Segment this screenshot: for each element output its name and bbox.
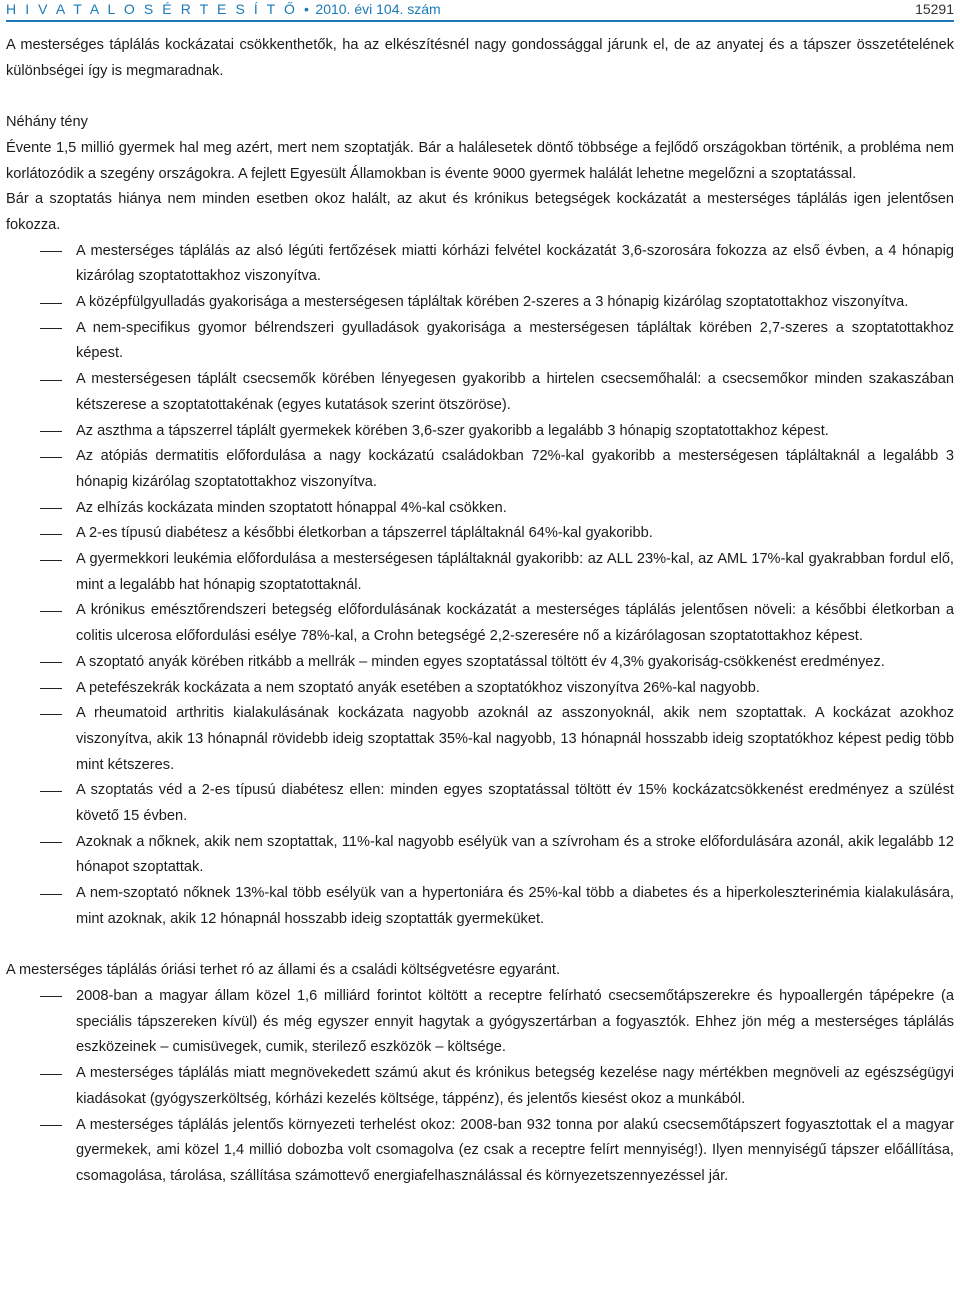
- risk-list-item-text: A szoptató anyák körében ritkább a mellrák – minden egyes szoptatással töltött év 4,3% gyakoriság-csökkenést eredményez.: [76, 653, 885, 670]
- risk-list-item: [6, 419, 954, 445]
- dash-bullet: [40, 508, 62, 509]
- dash-bullet: [40, 842, 62, 843]
- facts-heading: Néhány tény: [6, 114, 88, 131]
- risk-list-item: [6, 598, 954, 649]
- publication-title: H I V A T A L O S É R T E S Í T Ő: [6, 1, 298, 17]
- risk-list-item: [6, 676, 954, 702]
- facts-paragraph-1: [6, 136, 954, 187]
- risk-list-item-text: A mesterségesen táplált csecsemők körében lényegesen gyakoribb a hirtelen csecsemőhalál: a csecsemőkor minden szakaszában kétszerese a szoptatottakénak (egyes kutatások szerint ötszöröse).: [76, 371, 954, 413]
- risk-list-item: [6, 701, 954, 778]
- intro-paragraph: A mesterséges táplálás kockázatai csökkenthetők, ha az elkészítésnél nagy gondossággal járunk el, de az anyatej és a tápszer összetételének különbségei így is megmaradnak.: [6, 37, 954, 79]
- page-number: 15291: [915, 1, 954, 17]
- risk-list-item: [6, 521, 954, 547]
- risk-list-item: [6, 239, 954, 290]
- risk-list-item: [6, 496, 954, 522]
- facts-paragraph-2: Bár a szoptatás hiánya nem minden esetben okoz halált, az akut és krónikus betegségek kockázatát a mesterséges táplálás igen jelentősen fokozza.: [6, 191, 954, 233]
- risk-list-item-text: A gyermekkori leukémia előfordulása a mesterségesen tápláltaknál gyakoribb: az ALL 23%-kal, az AML 17%-kal gyakrabban fordul elő, mint a legalább hat hónapig szoptatottaknál.: [76, 551, 954, 593]
- risk-list-item-text: Az elhízás kockázata minden szoptatott hónappal 4%-kal csökken.: [76, 499, 507, 516]
- cost-list-item-text: A mesterséges táplálás jelentős környezeti terhelést okoz: 2008-ban 932 tonna por alakú csecsemőtápszert fogyasztottak el a magyar gyermekek, ami közel 1,4 millió dobozba volt csomagolva (ez csak a receptre felírt mennyiség!). Ilyen mennyiségű tápszer előállítása, csomagolása, tárolása, szállítása számottevő energiafelhasználással és környezetszennyezéssel jár.: [76, 1116, 954, 1184]
- risk-list-item-text: A szoptatás véd a 2-es típusú diabétesz ellen: minden egyes szoptatással töltött év 15% kockázatcsökkenést eredményez a szülést követő 15 évben.: [76, 782, 954, 825]
- running-header: [6, 0, 954, 18]
- risk-list-item-text: A nem-szoptató nőknek 13%-kal több esélyük van a hypertoniára és 25%-kal több a diabetes és a hiperkoleszterinémia kialakulására, mint azoknak, akik 12 hónapnál hosszabb ideig szoptatták gyermeküket.: [76, 885, 954, 927]
- risk-list-item-text: Azoknak a nőknek, akik nem szoptattak, 11%-kal nagyobb esélyük van a szívroham és a stroke előfordulására azonál, akik legalább 12 hónapot szoptattak.: [76, 833, 954, 876]
- header-left: [6, 1, 441, 17]
- dash-bullet: [40, 303, 62, 304]
- header-rule: [6, 20, 954, 22]
- risk-list: [6, 239, 954, 933]
- risk-list-item-text: A középfülgyulladás gyakorisága a mesterségesen tápláltak körében 2-szeres a 3 hónapig kizárólag szoptatottakhoz viszonyítva.: [76, 294, 909, 311]
- risk-list-item: [6, 830, 954, 881]
- dash-bullet: [40, 996, 62, 997]
- dash-bullet: [40, 534, 62, 535]
- dash-bullet: [40, 380, 62, 381]
- dash-bullet: [40, 251, 62, 252]
- dash-bullet: [40, 791, 62, 792]
- dash-bullet: [40, 1125, 62, 1126]
- risk-list-item: [6, 881, 954, 932]
- risk-list-item-text: A krónikus emésztőrendszeri betegség előfordulásának kockázatát a mesterséges táplálás jelentősen növeli: a későbbi életkorban a colitis ulcerosa előfordulási esélye 78%-kal, a Crohn betegségé 2,2-szeresére nő a kizárólagosan szoptatottakhoz képest.: [76, 602, 954, 645]
- risk-list-item-text: A nem-specifikus gyomor bélrendszeri gyulladások gyakorisága a mesterségesen tápláltak körében 2,7-szeres a szoptatottakhoz képest.: [76, 319, 954, 362]
- risk-list-item: [6, 290, 954, 316]
- dash-bullet: [40, 662, 62, 663]
- cost-list-item: [6, 1061, 954, 1112]
- cost-list-item-text: 2008-ban a magyar állam közel 1,6 milliárd forintot költött a receptre felírható csecsemőtápszerekre és hypoallergén tápépekre (a speciális tápszereken kívül) és még egyszer ennyit hagytak a gyógyszertárban a fogyasztók. Ehhez jön még a mesterséges táplálás eszközeinek – cumisüvegek, cumik, sterilező eszközök – költsége.: [76, 987, 954, 1056]
- risk-list-item: [6, 778, 954, 829]
- risk-list-item-text: Az aszthma a tápszerrel táplált gyermekek körében 3,6-szer gyakoribb a legalább 3 hónapig szoptatottakhoz képest.: [76, 422, 829, 439]
- facts-sentence-1: Évente 1,5 millió gyermek hal meg azért, mert nem szoptatják.: [6, 139, 414, 156]
- risk-list-item-text: A mesterséges táplálás az alsó légúti fertőzések miatti kórházi felvétel kockázatát 3,6-szorosára fokozza az első évben, a 4 hónapig kizárólag szoptatottakhoz viszonyítva.: [76, 242, 954, 285]
- dash-bullet: [40, 1074, 62, 1075]
- dash-bullet: [40, 714, 62, 715]
- facts-sentence-3: A fejlett Egyesült Államokban is évente 9000 gyermek halálát lehetne megelőzni a szoptatással.: [238, 165, 857, 182]
- risk-list-item: [6, 367, 954, 418]
- dash-bullet: [40, 611, 62, 612]
- risk-list-item: [6, 547, 954, 598]
- dash-bullet: [40, 688, 62, 689]
- dash-bullet: [40, 431, 62, 432]
- dash-bullet: [40, 328, 62, 329]
- header-bullet: •: [304, 1, 309, 17]
- facts-sentence-2: Bár a halálesetek döntő többsége a fejlődő országokban történik, a probléma nem korlátozódik a szegény országokra.: [6, 139, 955, 182]
- dash-bullet: [40, 560, 62, 561]
- risk-list-item-text: A 2-es típusú diabétesz a későbbi életkorban a tápszerrel tápláltaknál 64%-kal gyakoribb.: [76, 525, 653, 542]
- risk-list-item-text: A rheumatoid arthritis kialakulásának kockázata nagyobb azoknál az asszonyoknál, akik nem szoptattak. A kockázat azokhoz viszonyítva, akik 13 hónapnál rövidebb ideig szoptattak 35%-kal nagyobb, 13 hónapnál hosszabb ideig szoptatókhoz képest pedig több mint kétszeres.: [76, 705, 954, 773]
- cost-list: [6, 984, 954, 1190]
- document-body: [6, 33, 954, 1190]
- risk-list-item-text: Az atópiás dermatitis előfordulása a nagy kockázatú családokban 72%-kal gyakoribb a mesterségesen tápláltaknál a legalább 3 hónapig kizárólag szoptatottakhoz viszonyítva.: [76, 448, 954, 490]
- risk-list-item-text: A petefészekrák kockázata a nem szoptató anyák esetében a szoptatókhoz viszonyítva 26%-kal nagyobb.: [76, 679, 760, 696]
- risk-list-item: [6, 444, 954, 495]
- cost-list-item: [6, 984, 954, 1061]
- issue-label: 2010. évi 104. szám: [315, 1, 441, 17]
- cost-list-item: [6, 1113, 954, 1190]
- dash-bullet: [40, 457, 62, 458]
- cost-heading: A mesterséges táplálás óriási terhet ró az állami és a családi költségvetésre egyaránt.: [6, 962, 561, 979]
- dash-bullet: [40, 894, 62, 895]
- cost-list-item-text: A mesterséges táplálás miatt megnövekedett számú akut és krónikus betegség kezelése nagy mértékben megnöveli az egészségügyi kiadásokat (gyógyszerköltség, kórházi kezelés költsége, táppénz), és jelentős kiesést okoz a munkából.: [76, 1065, 954, 1107]
- risk-list-item: [6, 316, 954, 367]
- risk-list-item: [6, 650, 954, 676]
